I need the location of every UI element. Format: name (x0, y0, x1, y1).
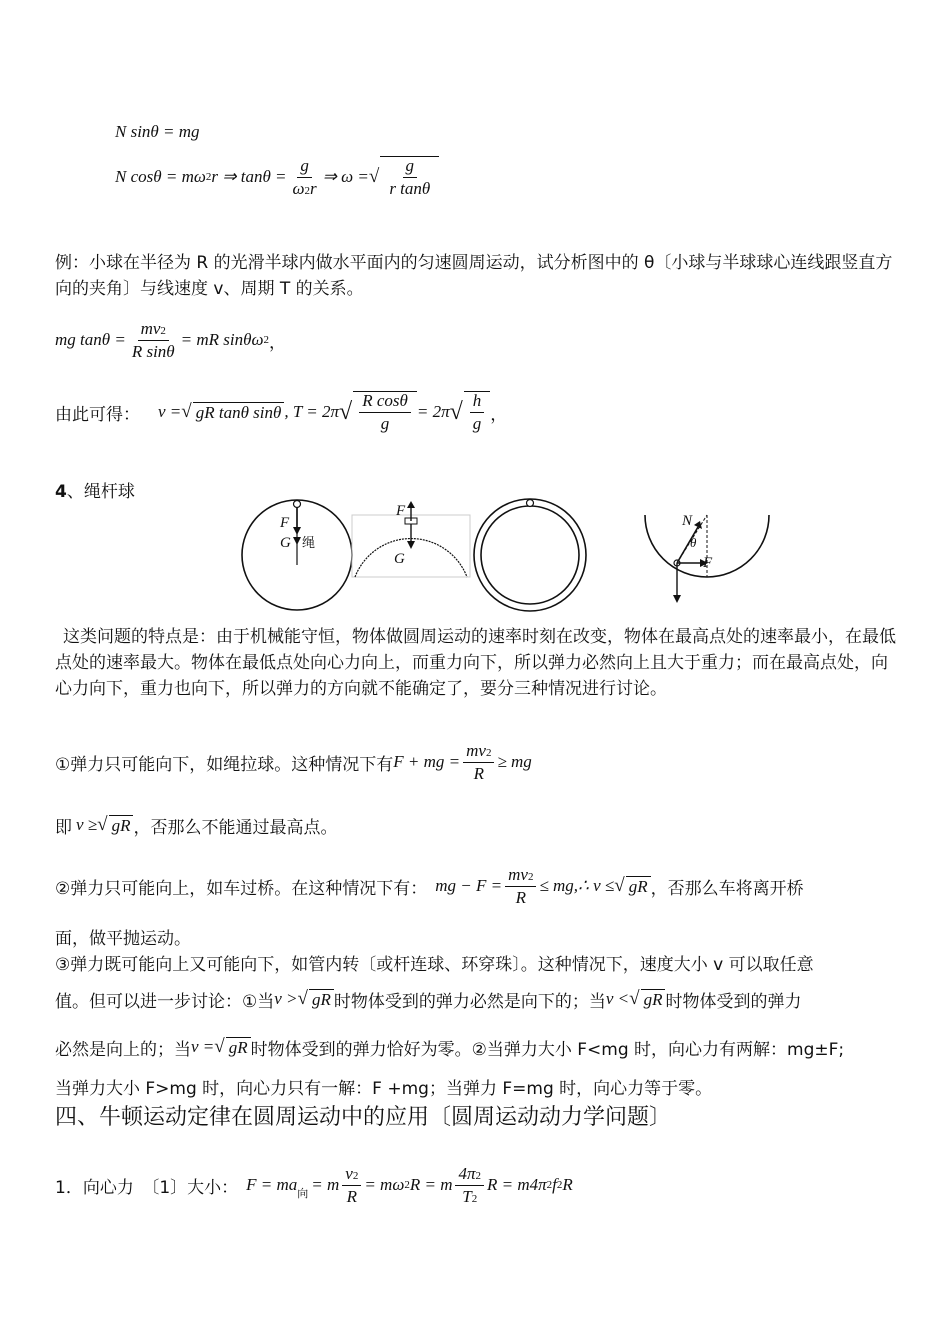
label-n: N (682, 513, 693, 529)
figure-tube (474, 499, 586, 611)
fraction: $\frac{4\pi 2}{T2}$ (455, 1165, 484, 1206)
fraction: $\frac{v2}{R}$ (342, 1165, 361, 1206)
derivation-label: 由此可得： (55, 404, 140, 425)
figure-bridge (352, 501, 470, 577)
label-rope: 绳 (302, 536, 316, 551)
figure-rope-circle (242, 500, 352, 610)
equation-n-cos: N cosθ = mω 2 r ⇒ tanθ = $\frac{g}{\omega 2r}$ ⇒ ω = √ $\frac{g}{\text{r tanθ}}$ (115, 152, 439, 202)
intro-paragraph: 这类问题的特点是：由于机械能守恒，物体做圆周运动的速率时刻在改变，物体在最高点处的速率最小，在最低点处的速率最大。物体在最低点处向心力向上，而重力向下，所以弹力必然向上且大于重力；而在最高点处，向心力向下，重力也向下，所以弹力的方向就不能确定了，要分三种情况进行讨论。 (55, 627, 896, 699)
rope-rod-ball-figures (230, 495, 790, 620)
case-3-line-3: 必然是向上的；当 v = √ gR 时物体受到的弹力恰好为零。②当弹力大小 F<mg 时，向心力有两解：mg±F; (55, 1036, 845, 1060)
fraction: $\frac{mv2}{R}$ (463, 742, 494, 783)
section-4-heading: 4、绳杆球 (55, 482, 135, 502)
fraction: $\frac{g}{\text{r tanθ}}$ (389, 156, 431, 198)
section-four-heading: 四、牛顿运动定律在圆周运动中的应用〔圆周运动动力学问题〕 (55, 1105, 672, 1130)
equation-example: mg tanθ = $\frac{mv2}{\text{R sinθ}}$ = mR sinθω 2 ， (55, 318, 286, 361)
example-paragraph: 例：小球在半径为 R 的光滑半球内做水平面内的匀速圆周运动，试分析图中的 θ〔小球与半球球心连线跟竖直方向的夹角〕与线速度 v、周期 T 的关系。 (55, 253, 893, 299)
figure-hemisphere (645, 513, 769, 603)
case-3-line-2: 值。但可以进一步讨论：①当 v > √ gR 时物体受到的弹力必然是向下的；当 v < √ gR 时物体受到的弹力 (55, 988, 802, 1012)
case-3-line-1: ③弹力既可能向上又可能向下，如管内转〔或杆连球、环穿珠〕。这种情况下，速度大小 v 可以取任意 (55, 955, 814, 975)
fraction: $\frac{mv2}{R}$ (505, 866, 536, 907)
centripetal-force-line: 1．向心力 〔1〕大小： F = ma 向 = m $\frac{v2}{R}$ = mω 2 R = m $\frac{4\pi 2}{T2}$ R = m4π 2 f 2 R (55, 1163, 573, 1206)
label-theta: θ (690, 535, 697, 550)
case-2-line-2: 面，做平抛运动。 (55, 929, 191, 949)
equation-n-sin: N sinθ = mg (115, 122, 200, 141)
label-f: F (396, 503, 406, 519)
derivation-line: 由此可得： v = √ gR tanθ sinθ , T = 2π √ $\frac{\text{R cosθ}}{g}$ = 2π √ $\frac{h}{g}$ ， (55, 391, 508, 433)
label-g: G (394, 551, 405, 567)
label-f: F (703, 555, 713, 571)
case-1-line: ①弹力只可能向下，如绳拉球。这种情况下有 F + mg = $\frac{mv2}{R}$ ≥ mg (55, 740, 532, 783)
fraction: $\frac{g}{\omega 2r}$ (292, 155, 317, 198)
label-f: F (280, 515, 290, 531)
fraction: $\frac{\text{R cosθ}}{g}$ (359, 392, 411, 433)
case-3-line-4: 当弹力大小 F>mg 时，向心力只有一解：F +mg；当弹力 F=mg 时，向心力等于零。 (55, 1079, 713, 1099)
label-g: G (280, 535, 291, 551)
fraction: $\frac{mv2}{\text{R sinθ}}$ (131, 318, 175, 361)
case-1-condition: 即 v ≥ √ gR ，否那么不能通过最高点。 (55, 814, 338, 838)
case-2-line: ②弹力只可能向上，如车过桥。在这种情况下有： mg − F = $\frac{mv2}{R}$ ≤ mg,∴ v ≤ √ gR ，否那么车将离开桥 (55, 864, 804, 907)
fraction: $\frac{h}{g}$ (470, 392, 485, 433)
